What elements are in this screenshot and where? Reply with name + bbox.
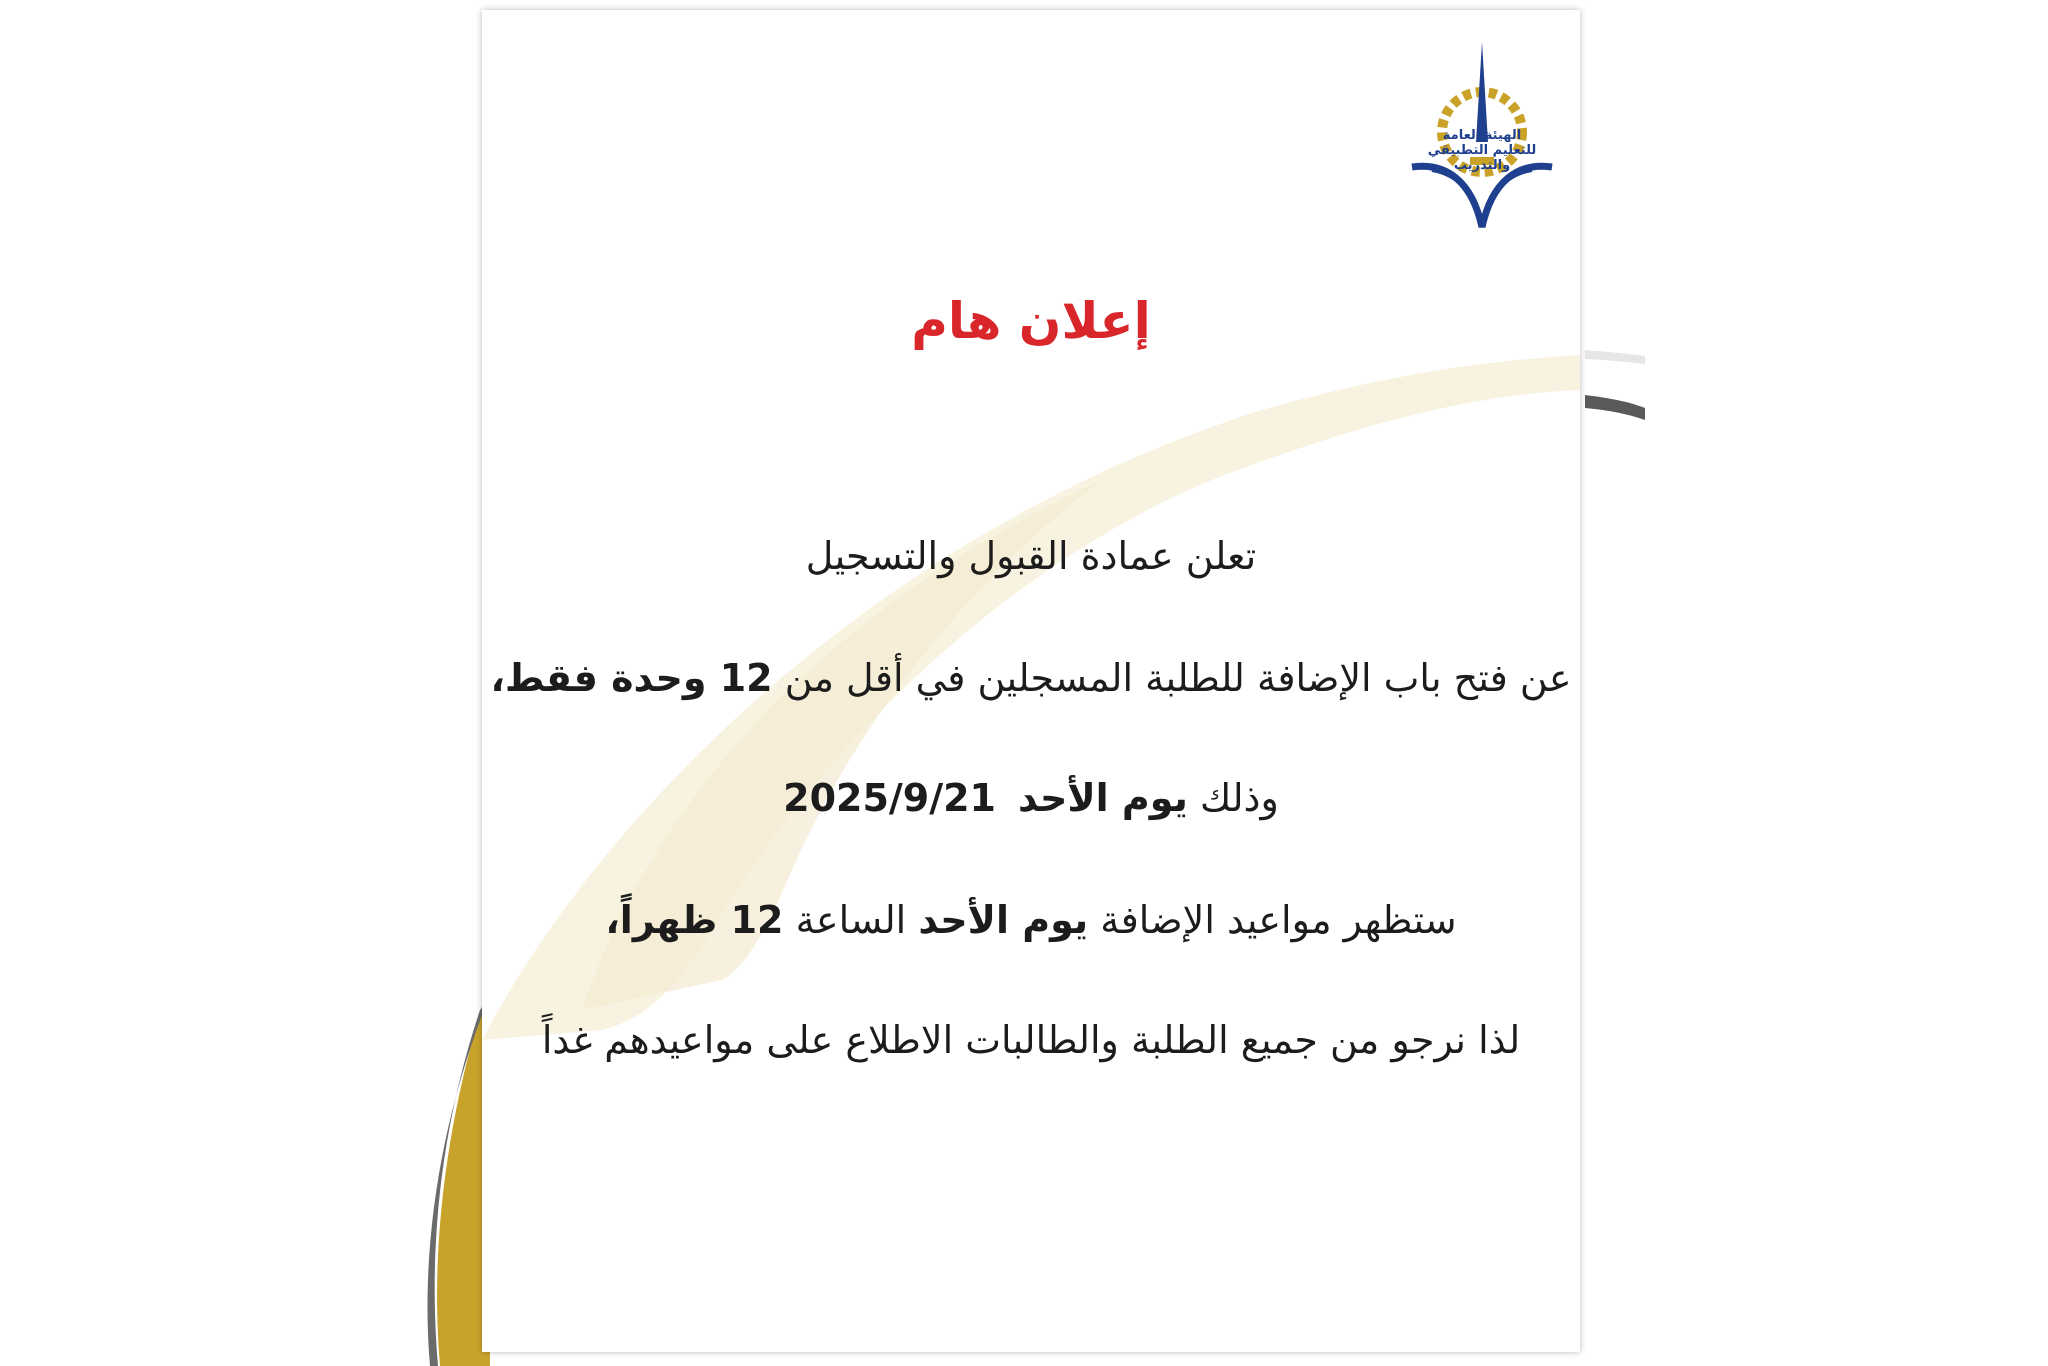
announcement-title: إعلان هام — [911, 292, 1151, 350]
logo-caption-line1: الهيئة العامة — [1442, 128, 1522, 143]
line-4-text: ستظهر مواعيد الإضافة — [1100, 898, 1457, 942]
line-2-text: عن فتح باب الإضافة للطلبة المسجلين في أقل من — [784, 656, 1572, 700]
announcement-line-3 — [482, 776, 1580, 820]
announcement-line-5: لذا نرجو من جميع الطلبة والطالبات الاطلاع على مواعيدهم غداً — [541, 1018, 1521, 1062]
line-4-text2: الساعة — [795, 898, 907, 942]
line-3-date: 2025/9/21 — [783, 776, 996, 820]
line-3-day: يوم الأحد — [1018, 776, 1188, 820]
announcement-line-1: تعلن عمادة القبول والتسجيل — [805, 534, 1257, 578]
logo-caption — [1422, 128, 1542, 173]
announcement-line-4 — [482, 898, 1580, 942]
line-4-day: يوم الأحد — [918, 898, 1089, 942]
logo-caption-line2: للتعليم التطبيقي والتدريب — [1427, 143, 1537, 173]
announcement-page — [482, 10, 1580, 1352]
line-4-time: 12 ظهراً، — [605, 898, 784, 942]
announcement-line-2 — [482, 656, 1580, 700]
line-3-text: وذلك — [1199, 776, 1279, 820]
line-2-bold: 12 وحدة فقط، — [490, 656, 773, 700]
